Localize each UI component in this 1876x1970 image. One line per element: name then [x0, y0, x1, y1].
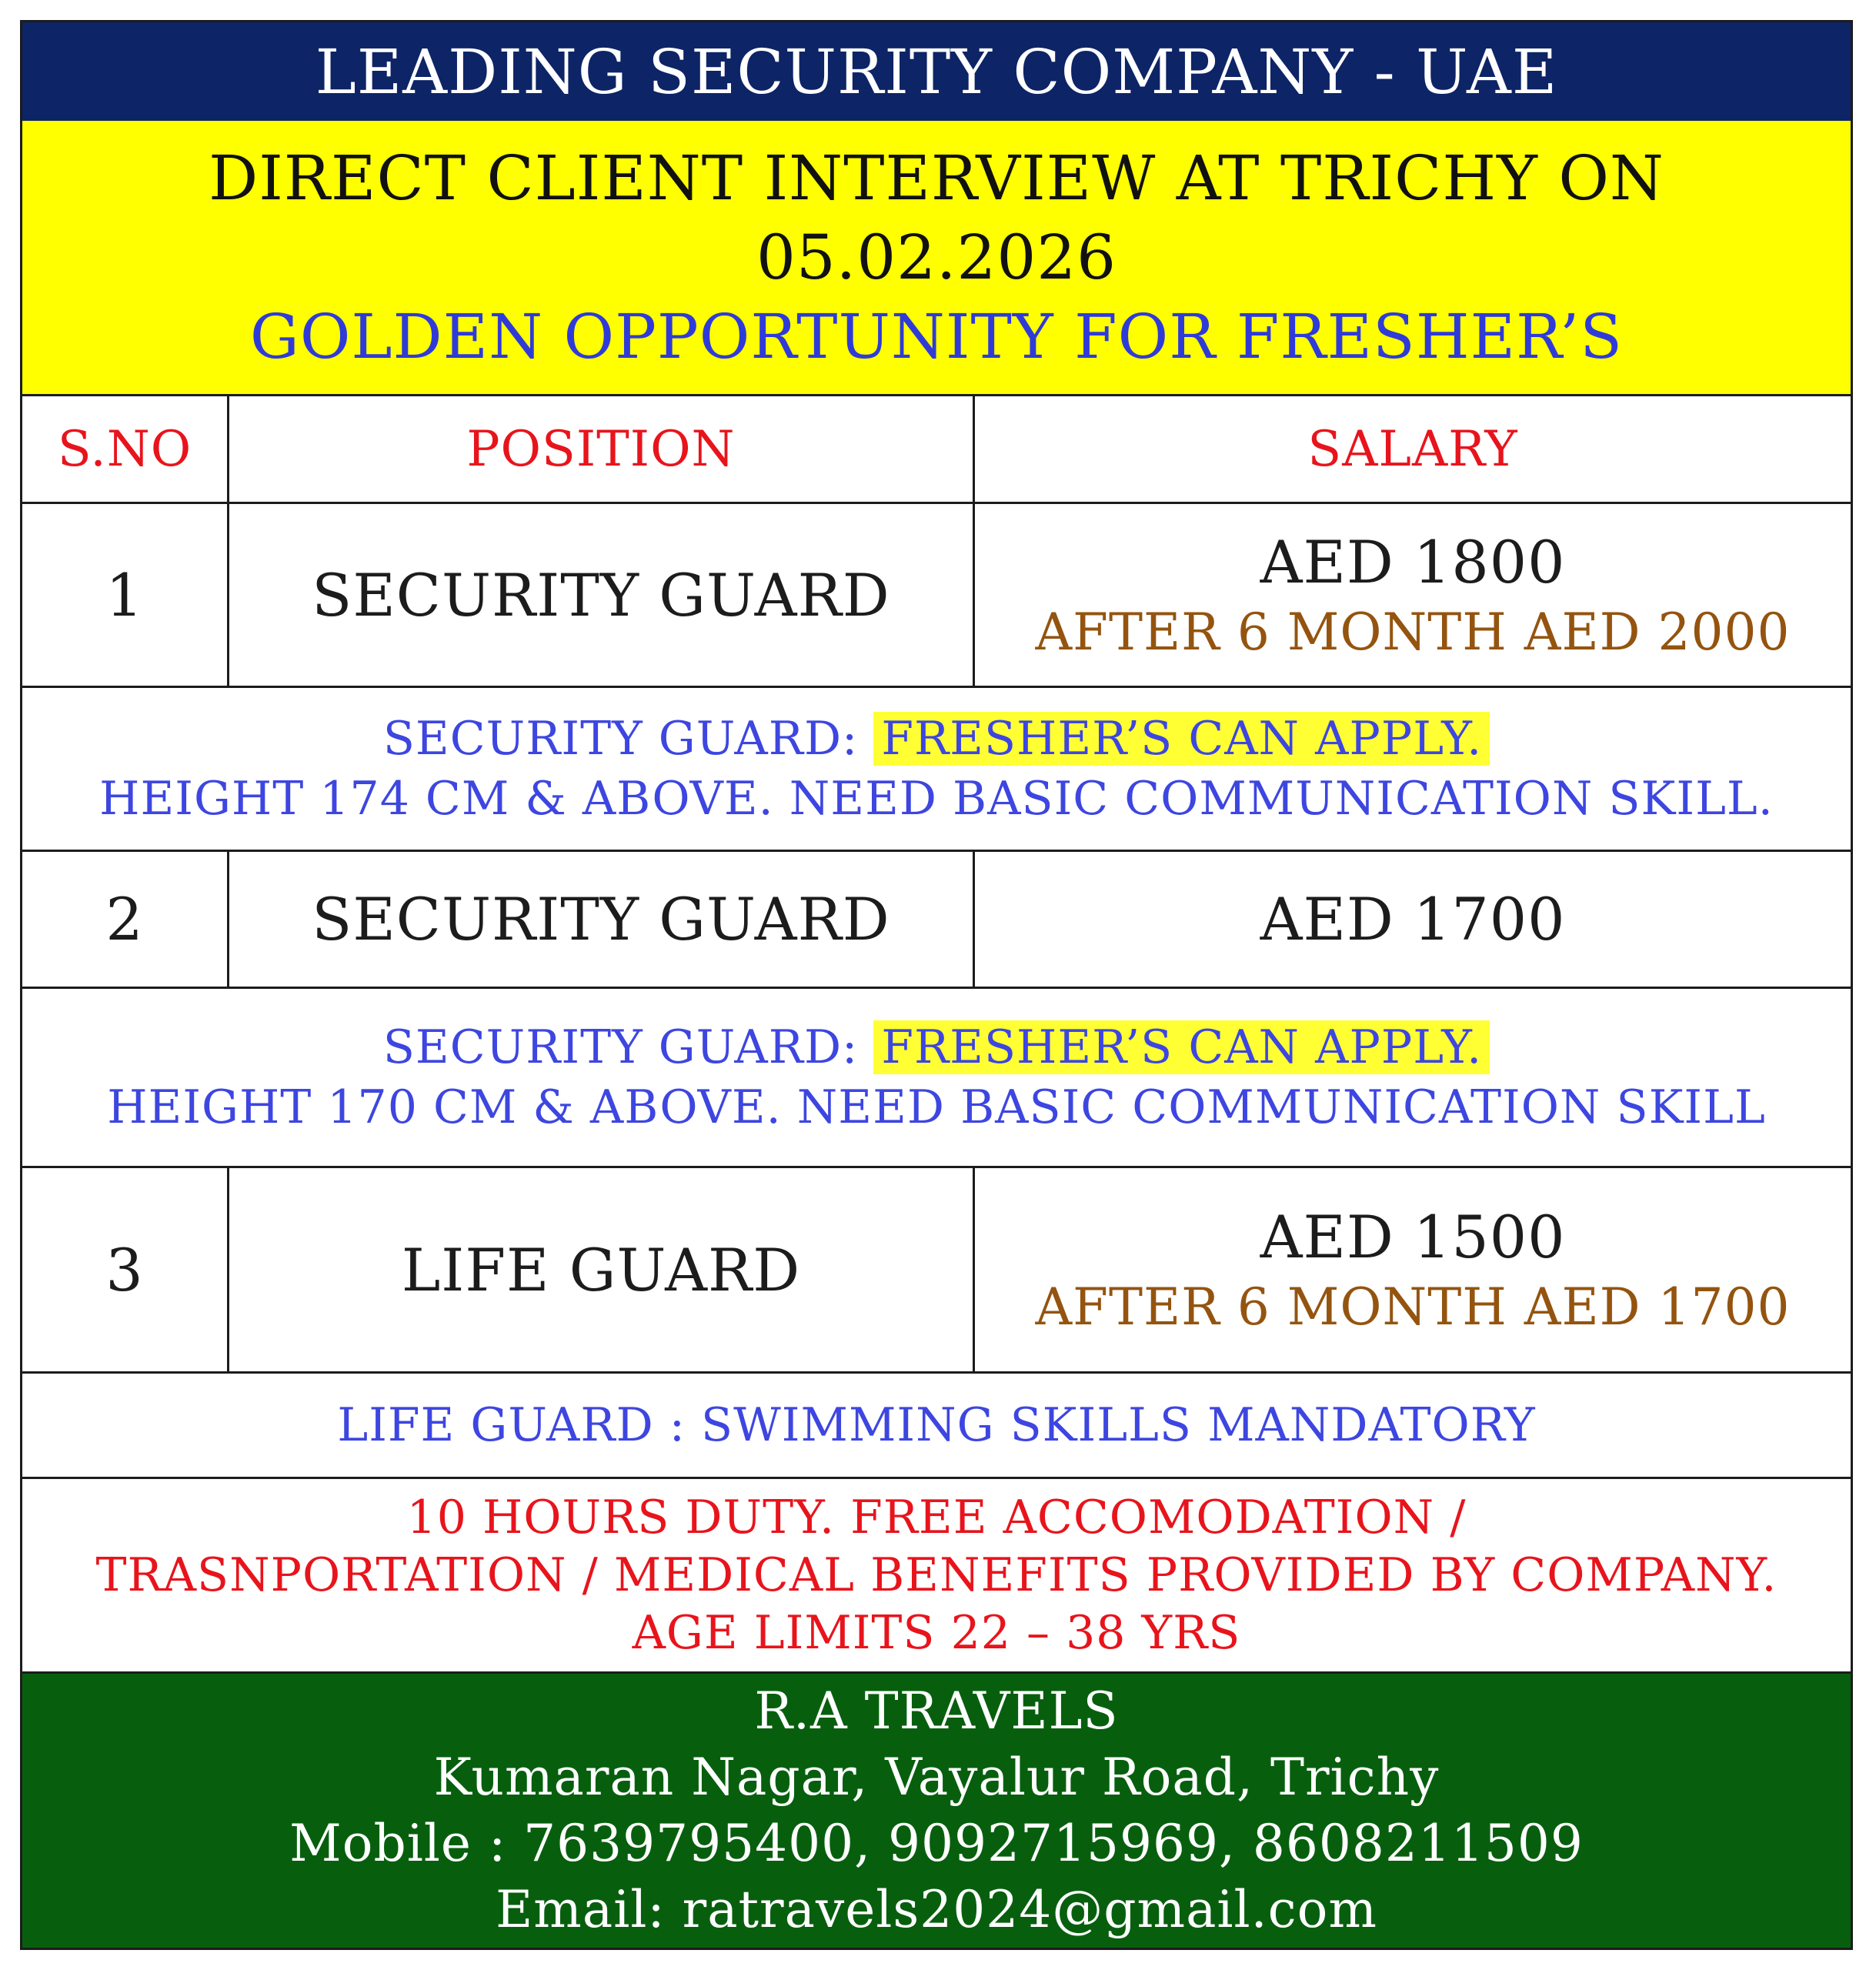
- agency-address: Kumaran Nagar, Vayalur Road, Trichy: [433, 1748, 1440, 1807]
- header-position: POSITION: [466, 420, 736, 478]
- row-1-salary: AED 1800 AFTER 6 MONTH AED 2000: [1035, 528, 1791, 662]
- row-2-sno: 2: [105, 885, 144, 953]
- headline-banner: [22, 121, 1851, 394]
- column-divider: [973, 396, 975, 686]
- benefits-section: 10 HOURS DUTY. FREE ACCOMODATION / TRASNPORTATION / MEDICAL BENEFITS PROVIDED BY COMPANY. AGE LIMITS 22 – 38 YRS: [95, 1490, 1778, 1660]
- row-1-salary-after: AFTER 6 MONTH AED 2000: [1035, 603, 1791, 662]
- title-banner: [22, 22, 1851, 121]
- column-divider: [973, 1168, 975, 1371]
- interview-announcement: DIRECT CLIENT INTERVIEW AT TRICHY ON: [209, 142, 1664, 214]
- agency-email: Email: ratravels2024@gmail.com: [496, 1880, 1377, 1939]
- row-3-salary: AED 1500 AFTER 6 MONTH AED 1700: [1035, 1203, 1791, 1337]
- contact-footer: [22, 1674, 1851, 1948]
- column-divider: [227, 1168, 229, 1371]
- row-1-position: SECURITY GUARD: [312, 560, 890, 629]
- column-divider: [973, 852, 975, 987]
- column-divider: [227, 396, 229, 686]
- column-divider: [227, 852, 229, 987]
- job-poster: [20, 20, 1853, 1950]
- agency-mobile: Mobile : 7639795400, 9092715969, 8608211509: [289, 1814, 1584, 1873]
- note-1: SECURITY GUARD: FRESHER’S CAN APPLY. HEIGHT 174 CM & ABOVE. NEED BASIC COMMUNICATION SKILL.: [99, 712, 1774, 826]
- header-sno: S.NO: [57, 420, 192, 478]
- interview-date: 05.02.2026: [756, 222, 1117, 293]
- header-salary: SALARY: [1307, 420, 1518, 478]
- row-3-salary-after: AFTER 6 MONTH AED 1700: [1035, 1277, 1791, 1337]
- note-2: SECURITY GUARD: FRESHER’S CAN APPLY. HEIGHT 170 CM & ABOVE. NEED BASIC COMMUNICATION SKILL: [107, 1020, 1766, 1134]
- row-2-salary: AED 1700: [1260, 885, 1566, 953]
- row-2-position: SECURITY GUARD: [312, 885, 890, 953]
- freshers-highlight: FRESHER’S CAN APPLY.: [873, 1020, 1490, 1074]
- freshers-highlight: FRESHER’S CAN APPLY.: [873, 712, 1490, 766]
- opportunity-tagline: GOLDEN OPPORTUNITY FOR FRESHER’S: [249, 301, 1624, 372]
- agency-name: R.A TRAVELS: [754, 1681, 1119, 1741]
- row-3-position: LIFE GUARD: [401, 1235, 801, 1304]
- poster-title: LEADING SECURITY COMPANY - UAE: [315, 35, 1558, 108]
- row-3-sno: 3: [105, 1235, 144, 1304]
- note-3: LIFE GUARD : SWIMMING SKILLS MANDATORY: [337, 1398, 1536, 1452]
- row-1-sno: 1: [105, 560, 144, 629]
